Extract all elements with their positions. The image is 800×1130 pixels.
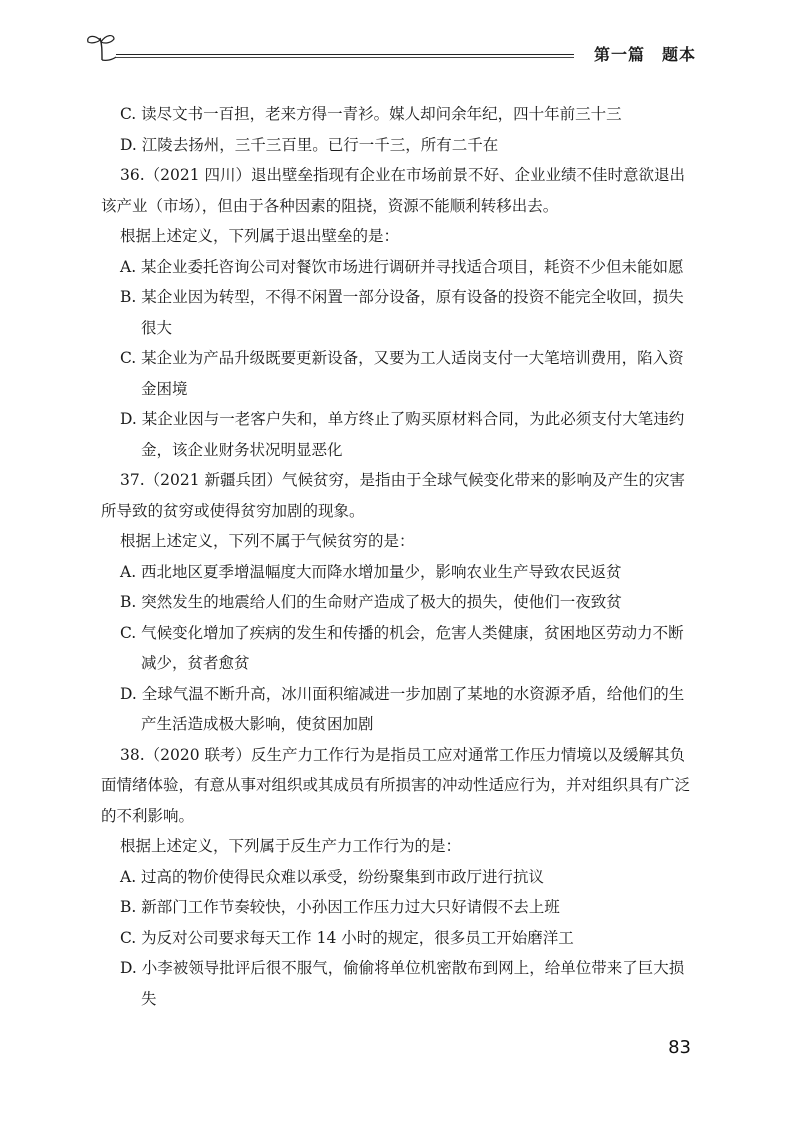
question-38-option-b: B. 新部门工作节奏较快，小孙因工作压力过大只好请假不去上班 [120, 898, 560, 916]
question-36-option-d: D. 某企业因与一老客户失和，单方终止了购买原材料合同，为此必须支付大笔违约金，该企业财务状况明显恶化 [120, 410, 685, 459]
section-title: 第一篇 题本 [593, 45, 696, 64]
page-content [101, 99, 691, 1014]
question-37-option-c: C. 气候变化增加了疾病的发生和传播的机会，危害人类健康，贫困地区劳动力不断减少，贫者愈贫 [120, 623, 684, 672]
question-37-prompt: 根据上述定义，下列不属于气候贫穷的是： [120, 532, 415, 550]
sprout-icon [80, 30, 124, 66]
question-36-stem: 36.（2021 四川）退出壁垒指现有企业在市场前景不好、企业业绩不佳时意欲退出该产业（市场），但由于各种因素的阻挠，资源不能顺利转移出去。 [101, 166, 686, 215]
question-37-option-a: A. 西北地区夏季增温幅度大而降水增加量少，影响农业生产导致农民返贫 [120, 562, 622, 581]
question-37-stem: 37.（2021 新疆兵团）气候贫穷，是指由于全球气候变化带来的影响及产生的灾害所导致的贫穷或使得贫穷加剧的现象。 [101, 471, 686, 520]
question-36-option-c: C. 某企业为产品升级既要更新设备，又要为工人适岗支付一大笔培训费用，陷入资金困境 [120, 349, 684, 398]
header-rule-thin [116, 57, 574, 58]
question-37-option-b: B. 突然发生的地震给人们的生命财产造成了极大的损失，使他们一夜致贫 [120, 593, 622, 611]
question-38-option-a: A. 过高的物价使得民众难以承受，纷纷聚集到市政厅进行抗议 [120, 867, 545, 886]
page-number: 83 [668, 1037, 691, 1058]
question-38-option-d: D. 小李被领导批评后很不服气，偷偷将单位机密散布到网上，给单位带来了巨大损失 [120, 959, 685, 1008]
page-header [80, 30, 696, 70]
question-36-prompt: 根据上述定义，下列属于退出壁垒的是： [120, 227, 400, 245]
question-38-stem: 38.（2020 联考）反生产力工作行为是指员工应对通常工作压力情境以及缓解其负面情绪体验，有意从事对组织或其成员有所损害的冲动性适应行为，并对组织具有广泛的不利影响。 [101, 745, 691, 825]
question-37-option-d: D. 全球气温不断升高，冰川面积缩减进一步加剧了某地的水资源矛盾，给他们的生产生活造成极大影响，使贫困加剧 [120, 684, 685, 733]
header-rule [116, 54, 574, 55]
question-36-option-b: B. 某企业因为转型，不得不闲置一部分设备，原有设备的投资不能完全收回，损失很大 [120, 288, 684, 337]
option-d-previous: D. 江陵去扬州，三千三百里。已行一千三，所有二千在 [120, 135, 499, 154]
question-38-prompt: 根据上述定义，下列属于反生产力工作行为的是： [120, 837, 462, 855]
question-38-option-c: C. 为反对公司要求每天工作 14 小时的规定，很多员工开始磨洋工 [120, 928, 574, 947]
question-36-option-a: A. 某企业委托咨询公司对餐饮市场进行调研并寻找适合项目，耗资不少但未能如愿 [120, 257, 684, 276]
option-c-previous: C. 读尽文书一百担，老来方得一青衫。媒人却问余年纪，四十年前三十三 [120, 105, 622, 123]
